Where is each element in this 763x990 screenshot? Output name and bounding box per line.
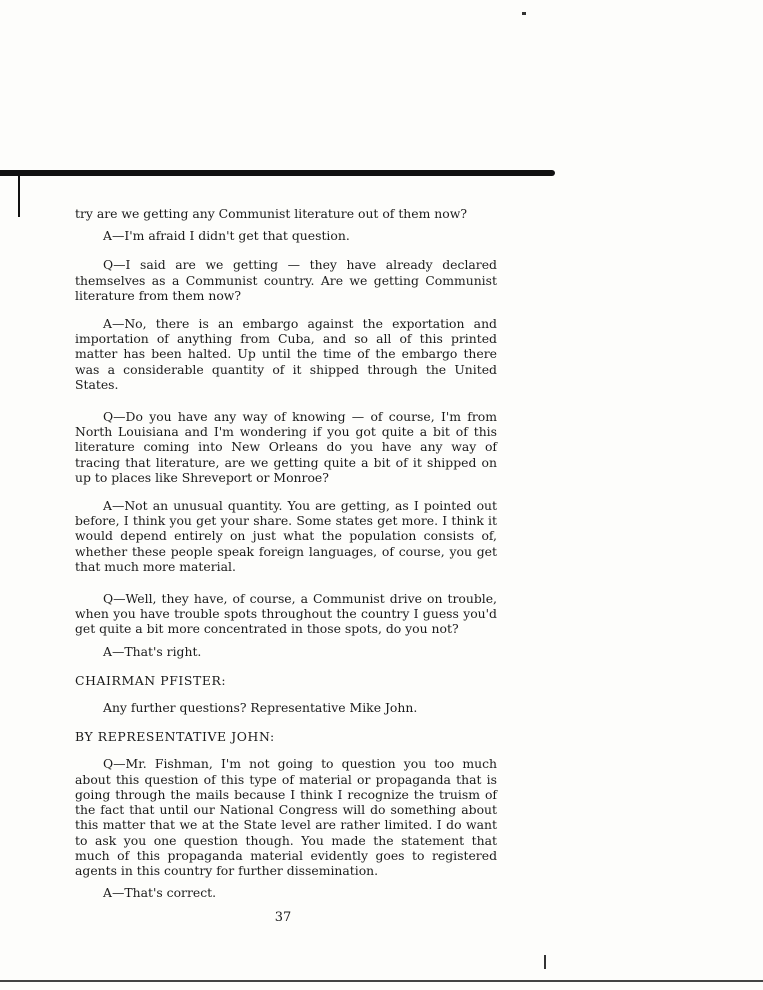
answer-paragraph: A—Not an unusual quantity. You are getting, as I pointed out before, I think you get your share. Some states get more. I think it would depend entirely on just what the population consists of, whether these people speak foreign languages, of course, you get that much more material. — [75, 498, 497, 574]
top-rule — [0, 170, 555, 176]
continued-question: try are we getting any Communist literature out of them now? — [75, 206, 467, 221]
speck-mark — [522, 12, 526, 15]
answer-paragraph: A—That's correct. — [103, 885, 217, 901]
speaker-heading: CHAIRMAN PFISTER: — [75, 672, 227, 688]
page-number: 37 — [274, 910, 292, 925]
chairman-remark: Any further questions? Representative Mike John. — [103, 700, 418, 716]
speck-mark — [544, 955, 546, 969]
question-paragraph: Q—I said are we getting — they have already declared themselves as a Communist country. Are we getting Communist literature from them now? — [75, 257, 497, 303]
question-paragraph: Q—Mr. Fishman, I'm not going to question you too much about this question of this type of material or propaganda that is going through the mails because I think I recognize the truism of the fact that until our National Congress will do something about this matter that we at the State level are rather limited. I do want to ask you one question though. You made the statement that much of this propaganda material evidently goes to registered agents in this country for further dissemination. — [75, 756, 497, 878]
question-paragraph: Q—Well, they have, of course, a Communist drive on trouble, when you have trouble spots throughout the country I guess you'd get quite a bit more concentrated in those spots, do you not? — [75, 591, 497, 637]
answer-paragraph: A—That's right. — [103, 643, 202, 659]
left-margin-mark — [18, 172, 20, 217]
speaker-heading: BY REPRESENTATIVE JOHN: — [75, 729, 275, 745]
answer-paragraph: A—I'm afraid I didn't get that question. — [103, 228, 350, 244]
answer-paragraph: A—No, there is an embargo against the exportation and importation of anything from Cuba, and so all of this printed matter has been halted. Up until the time of the embargo there was a considerable quantity of it shipped through the United States. — [75, 316, 497, 392]
document-body — [75, 206, 497, 900]
bottom-rule — [0, 980, 763, 982]
question-paragraph: Q—Do you have any way of knowing — of course, I'm from North Louisiana and I'm wondering if you got quite a bit of this literature coming into New Orleans do you have any way of tracing that literature, are we getting quite a bit of it shipped on up to places like Shreveport or Monroe? — [75, 409, 497, 485]
